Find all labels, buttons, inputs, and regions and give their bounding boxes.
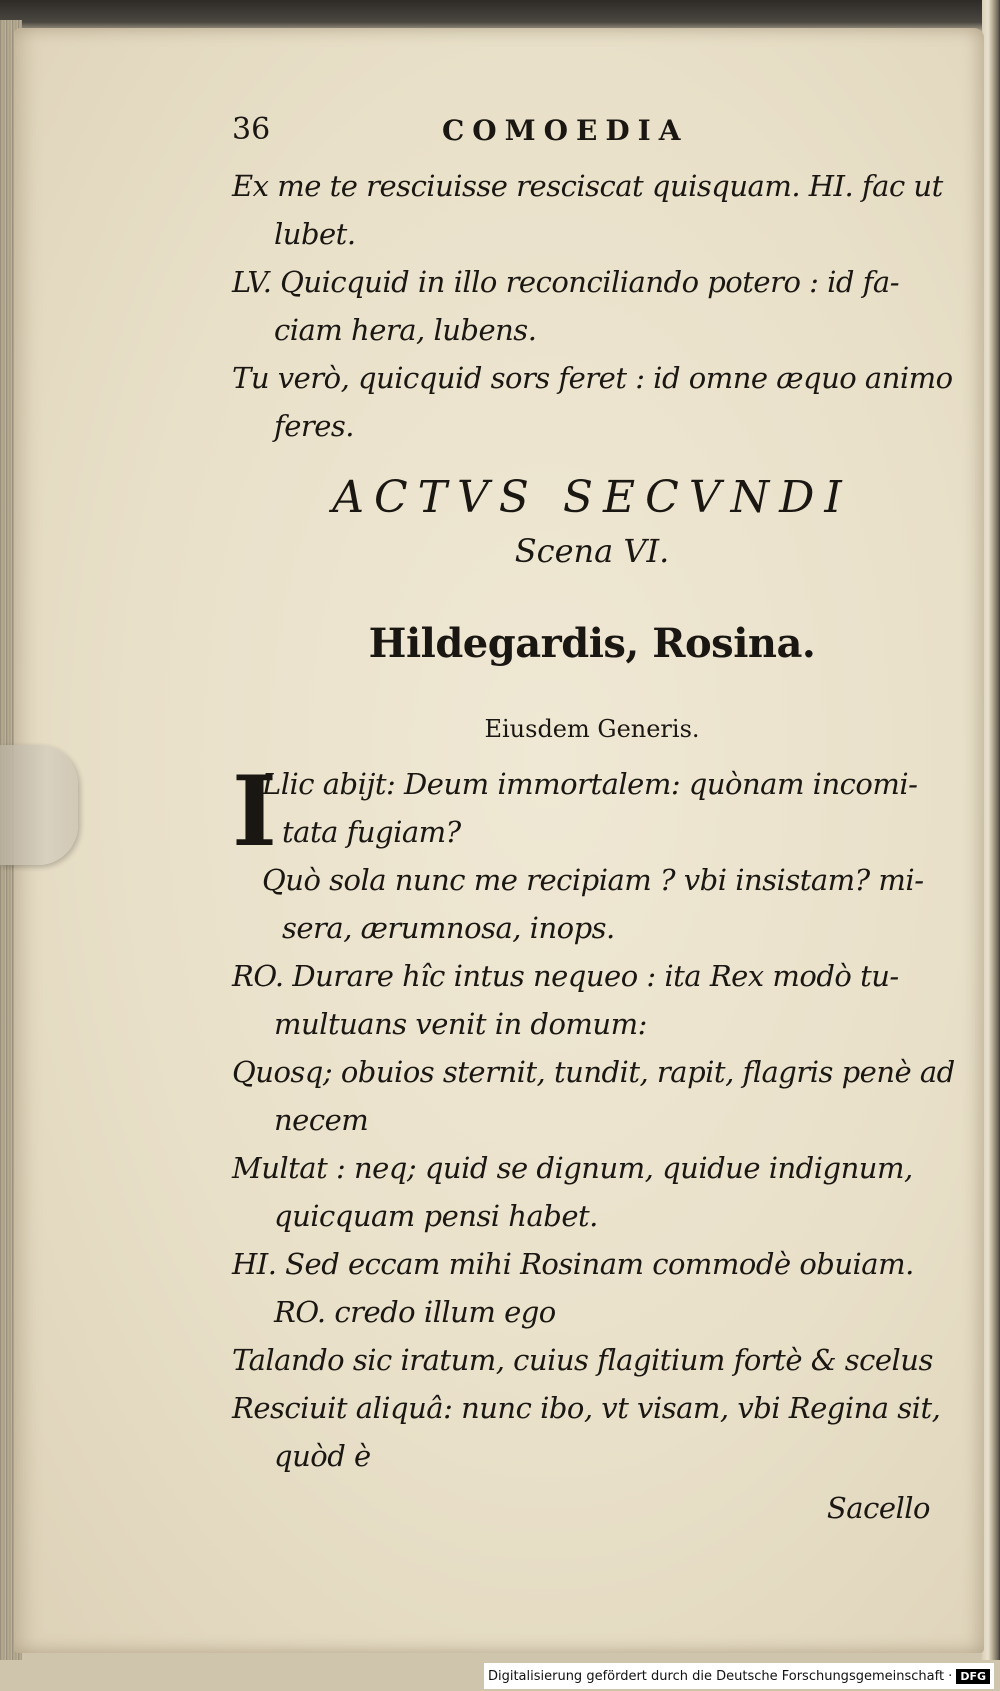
bookmark-ribbon [0, 745, 78, 865]
page-text [232, 112, 955, 1532]
verse-line: RO. credo illum ego [274, 1295, 556, 1329]
verse-line: multuans venit in domum: [274, 1007, 647, 1041]
credit-text: Digitalisierung gefördert durch die Deutsche Forschungsgemeinschaft · [487, 1668, 953, 1684]
verse-line: lubet. [274, 217, 356, 251]
verse-line: feres. [274, 409, 355, 443]
verse-block-1 [232, 162, 952, 450]
verse-line: Talando sic iratum, cuius flagitium fortè & scelus [232, 1343, 933, 1377]
verse-line: Resciuit aliquâ: nunc ibo, vt visam, vbi Regina sit, [232, 1391, 941, 1425]
verse-line: tata fugiam? [282, 815, 461, 849]
verse-line: sera, ærumnosa, inops. [282, 911, 615, 945]
book-edge-right [982, 0, 1000, 1660]
digitization-credit [484, 1663, 994, 1689]
verse-line: Ex me te resciuisse resciscat quisquam. HI. fac ut [232, 169, 943, 203]
verse-line: Quosq; obuios sternit, tundit, rapit, flagris penè ad [232, 1055, 955, 1089]
dfg-logo: DFG [956, 1669, 990, 1684]
verse-line: HI. Sed eccam mihi Rosinam commodè obuiam. [232, 1247, 914, 1281]
verse-line: LV. Quicquid in illo reconciliando potero : id fa- [232, 265, 899, 299]
verse-line: quicquam pensi habet. [274, 1199, 598, 1233]
verse-line: Multat : neq; quid se dignum, quidue indignum, [232, 1151, 913, 1185]
dramatis-personae: Hildegardis, Rosina. [368, 620, 816, 667]
verse-line: Quò sola nunc me recipiam ? vbi insistam? mi- [262, 863, 924, 897]
verse-line: RO. Durare hîc intus nequeo : ita Rex modò tu- [232, 959, 899, 993]
verse-line: Llic abijt: Deum immortalem: quònam incomi- [262, 767, 918, 801]
verse-line: Tu verò, quicquid sors feret : id omne æquo animo [232, 361, 953, 395]
verse-line: ciam hera, lubens. [274, 313, 537, 347]
running-title: COMOEDIA [442, 114, 689, 147]
act-heading: ACTVS SECVNDI [332, 472, 852, 523]
verse-line: necem [274, 1103, 369, 1137]
catchword: Sacello [826, 1491, 930, 1525]
verse-genus: Eiusdem Generis. [484, 715, 700, 743]
verse-block-2 [232, 755, 955, 1480]
page-number: 36 [232, 112, 271, 147]
verse-line: quòd è [274, 1439, 371, 1473]
drop-capital: I [232, 755, 277, 868]
page-header [232, 112, 952, 162]
scene-heading: Scena VI. [514, 532, 670, 570]
